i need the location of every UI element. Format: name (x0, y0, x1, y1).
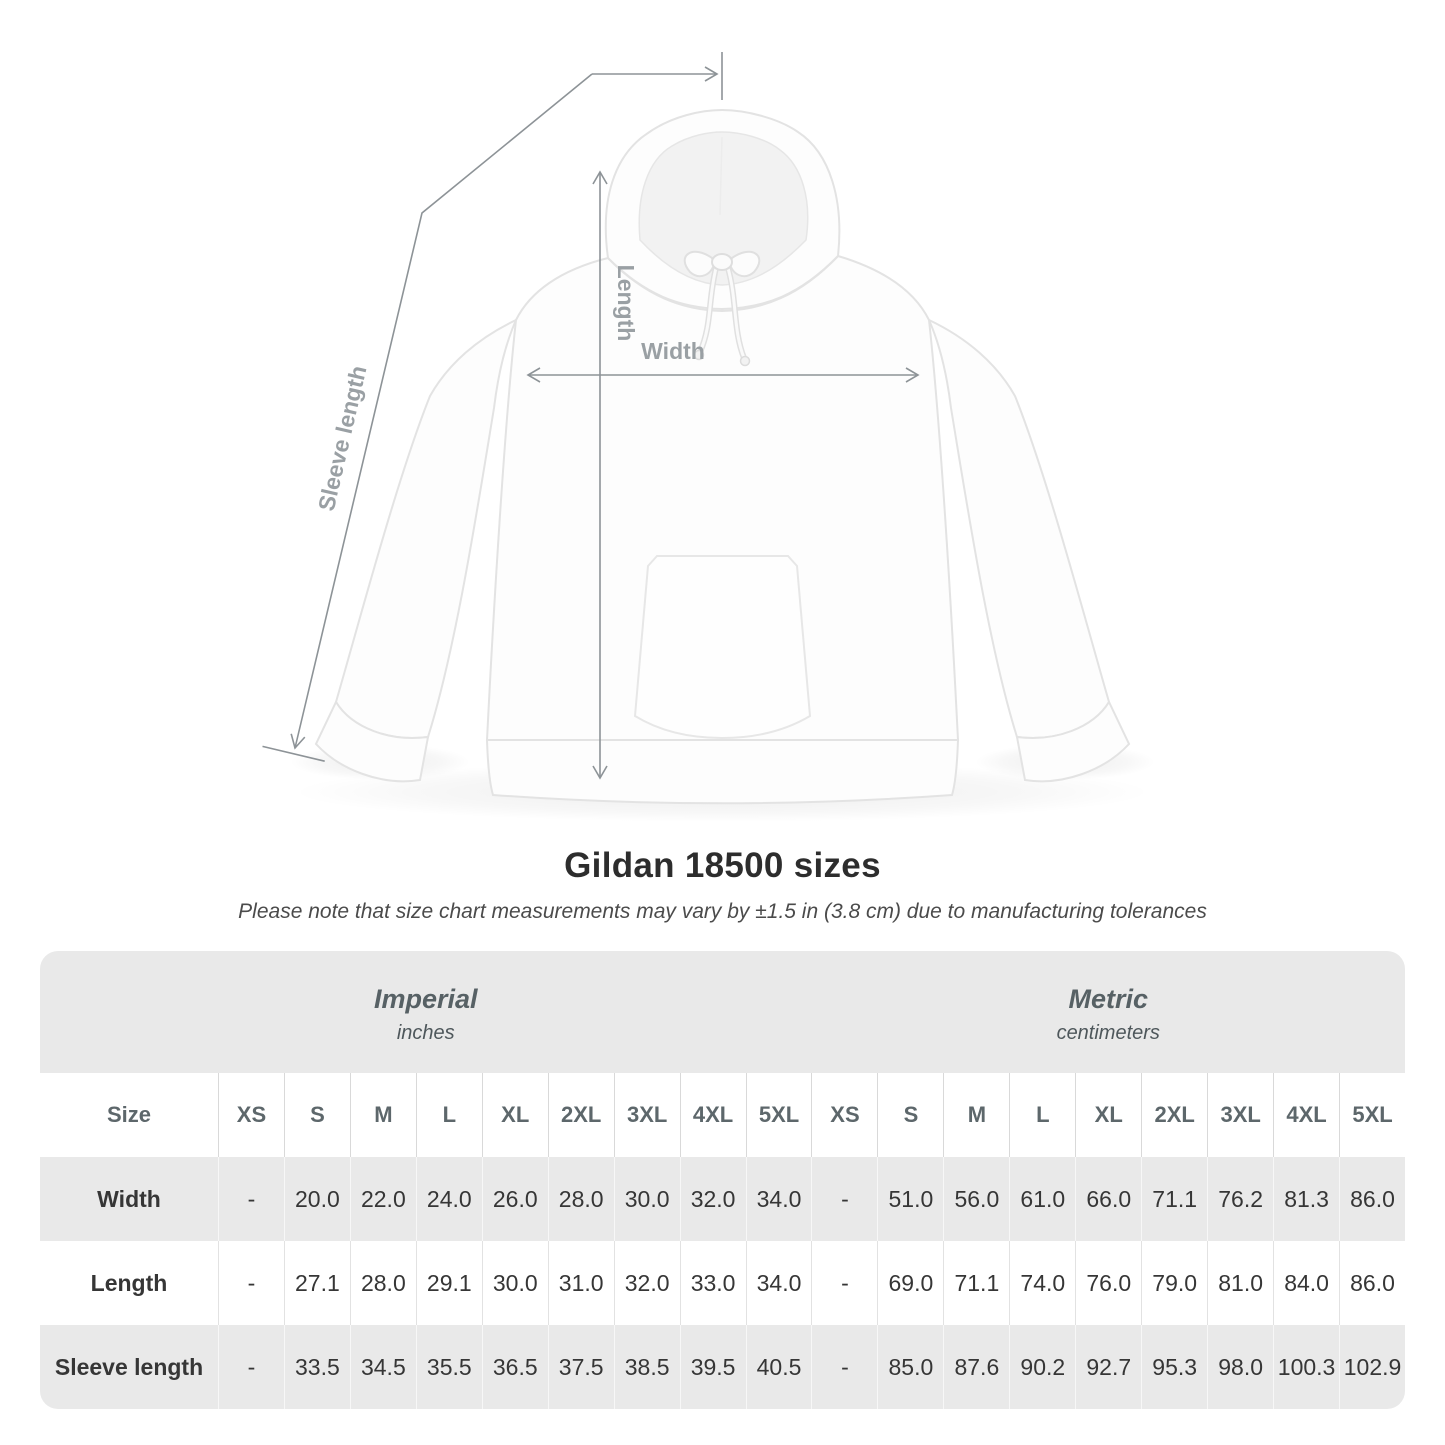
value-cell: 38.5 (614, 1325, 680, 1409)
value-cell: 61.0 (1009, 1157, 1075, 1241)
value-cell: 84.0 (1273, 1241, 1339, 1325)
size-header-cell: S (877, 1073, 943, 1157)
value-cell: 95.3 (1141, 1325, 1207, 1409)
imperial-group-unit: inches (396, 1021, 455, 1044)
value-cell: 98.0 (1207, 1325, 1273, 1409)
page-title: Gildan 18500 sizes (564, 846, 881, 885)
value-cell: 86.0 (1339, 1157, 1405, 1241)
size-header-row (40, 1073, 1405, 1157)
size-header-cell: L (1009, 1073, 1075, 1157)
value-cell: 32.0 (614, 1241, 680, 1325)
value-cell: 71.1 (943, 1241, 1009, 1325)
value-cell: 31.0 (548, 1241, 614, 1325)
metric-group-name: Metric (1068, 983, 1149, 1014)
value-cell: 32.0 (680, 1157, 746, 1241)
value-cell: 24.0 (416, 1157, 482, 1241)
value-cell: 40.5 (746, 1325, 812, 1409)
size-table (40, 951, 1405, 1409)
imperial-group-header (40, 951, 812, 1073)
value-cell: - (811, 1157, 877, 1241)
size-header-cell: L (416, 1073, 482, 1157)
value-cell: 102.9 (1339, 1325, 1405, 1409)
value-cell: 35.5 (416, 1325, 482, 1409)
value-cell: - (811, 1241, 877, 1325)
value-cell: 36.5 (482, 1325, 548, 1409)
row-label: Sleeve length (54, 1353, 204, 1380)
tolerance-note: Please note that size chart measurements may vary by ±1.5 in (3.8 cm) due to manufacturing tolerances (238, 900, 1207, 923)
value-cell: - (218, 1157, 284, 1241)
value-cell: 69.0 (877, 1241, 943, 1325)
size-header-cell: 3XL (614, 1073, 680, 1157)
value-cell: 81.0 (1207, 1241, 1273, 1325)
value-cell: 71.1 (1141, 1157, 1207, 1241)
value-cell: 39.5 (680, 1325, 746, 1409)
value-cell: 20.0 (284, 1157, 350, 1241)
value-cell: 66.0 (1075, 1157, 1141, 1241)
value-cell: 33.5 (284, 1325, 350, 1409)
size-header-cell: 2XL (1141, 1073, 1207, 1157)
value-cell: 34.0 (746, 1241, 812, 1325)
value-cell: 26.0 (482, 1157, 548, 1241)
size-header-cell: 4XL (1273, 1073, 1339, 1157)
size-header-cell: S (284, 1073, 350, 1157)
sleeve-length-row (40, 1325, 1405, 1409)
value-cell: 27.1 (284, 1241, 350, 1325)
size-header-cell: 3XL (1207, 1073, 1273, 1157)
size-header-cell: M (350, 1073, 416, 1157)
value-cell: 76.0 (1075, 1241, 1141, 1325)
size-header-cell: 5XL (746, 1073, 812, 1157)
size-header-cell: 5XL (1339, 1073, 1405, 1157)
value-cell: 79.0 (1141, 1241, 1207, 1325)
value-cell: 100.3 (1273, 1325, 1339, 1409)
value-cell: 85.0 (877, 1325, 943, 1409)
metric-group-unit: centimeters (1056, 1021, 1160, 1044)
value-cell: 51.0 (877, 1157, 943, 1241)
value-cell: 30.0 (482, 1241, 548, 1325)
row-label: Width (97, 1185, 161, 1212)
value-cell: 92.7 (1075, 1325, 1141, 1409)
size-header-cell: XL (1075, 1073, 1141, 1157)
value-cell: - (218, 1325, 284, 1409)
value-cell: 90.2 (1009, 1325, 1075, 1409)
value-cell: 56.0 (943, 1157, 1009, 1241)
value-cell: 81.3 (1273, 1157, 1339, 1241)
value-cell: 34.5 (350, 1325, 416, 1409)
metric-group-header (812, 951, 1406, 1073)
value-cell: 22.0 (350, 1157, 416, 1241)
value-cell: 87.6 (943, 1325, 1009, 1409)
size-header-cell: XS (811, 1073, 877, 1157)
length-measure-label: Length (613, 264, 639, 342)
length-row (40, 1241, 1405, 1325)
imperial-group-name: Imperial (373, 983, 478, 1014)
value-cell: 34.0 (746, 1157, 812, 1241)
width-row (40, 1157, 1405, 1241)
unit-group-row (40, 951, 1405, 1073)
value-cell: 86.0 (1339, 1241, 1405, 1325)
value-cell: - (218, 1241, 284, 1325)
size-header-cell: 4XL (680, 1073, 746, 1157)
value-cell: 76.2 (1207, 1157, 1273, 1241)
value-cell: 37.5 (548, 1325, 614, 1409)
value-cell: 30.0 (614, 1157, 680, 1241)
size-column-label: Size (106, 1102, 152, 1127)
value-cell: 33.0 (680, 1241, 746, 1325)
width-measure-label: Width (641, 338, 705, 364)
sleeve-length-measure-label: Sleeve length (312, 363, 372, 514)
size-header-cell: XL (482, 1073, 548, 1157)
value-cell: 28.0 (350, 1241, 416, 1325)
value-cell: 74.0 (1009, 1241, 1075, 1325)
row-label: Length (90, 1269, 168, 1296)
value-cell: 29.1 (416, 1241, 482, 1325)
hoodie-graphic (316, 110, 1129, 803)
size-header-cell: 2XL (548, 1073, 614, 1157)
value-cell: 28.0 (548, 1157, 614, 1241)
value-cell: - (811, 1325, 877, 1409)
size-header-cell: XS (218, 1073, 284, 1157)
size-header-cell: M (943, 1073, 1009, 1157)
